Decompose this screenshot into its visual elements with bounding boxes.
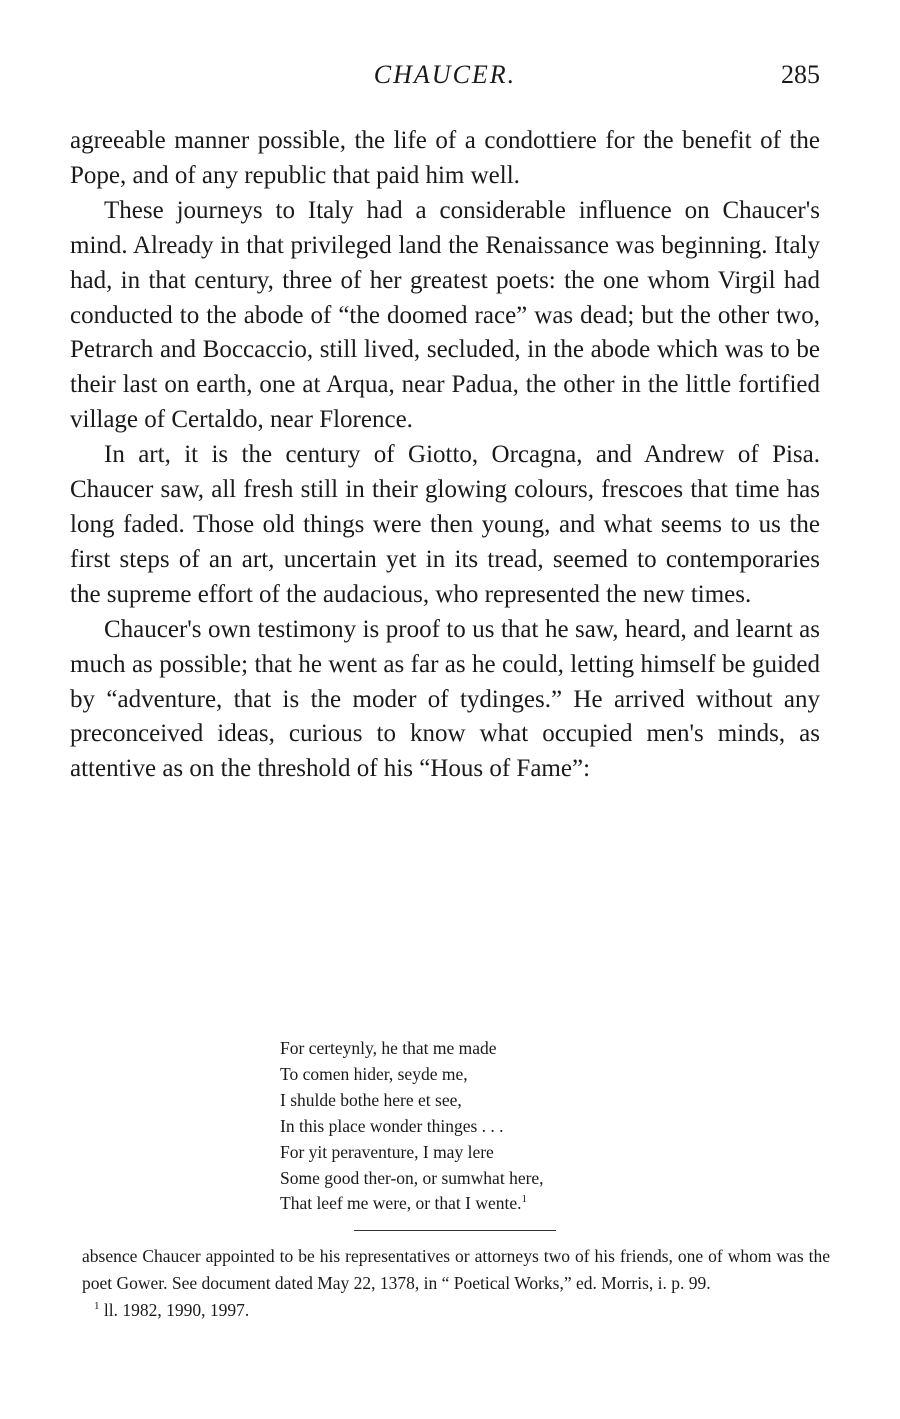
footnotes: [82, 1243, 830, 1324]
paragraph-italy-journeys: These journeys to Italy had a considerable influence on Chaucer's mind. Already in that privileged land the Renaissance was beginning. Italy had, in that century, three of her greatest poets: the one whom Virgil had conducted to the abode of “the doomed race” was dead; but the other two, Petrarch and Boccaccio, still lived, secluded, in the abode which was to be their last on earth, one at Arqua, near Padua, the other in the little fortified village of Certaldo, near Florence.: [70, 196, 820, 434]
footnote-marker: 1: [94, 1300, 100, 1312]
body-text: [70, 124, 820, 787]
poem-line: I shulde bothe here et see,: [280, 1089, 462, 1110]
poem-line-last: [280, 1191, 740, 1217]
paragraph-continued: agreeable manner possible, the life of a condottiere for the benefit of the Pope, and of any republic that paid him well.: [70, 127, 820, 189]
poem-line: For yit peraventure, I may lere: [280, 1141, 494, 1162]
poem-quotation: [280, 1036, 740, 1217]
footnote-1: [82, 1297, 830, 1324]
footnote-divider: [354, 1230, 556, 1231]
footnote-reference: 1: [521, 1193, 527, 1206]
poem-line: In this place wonder thinges . . .: [280, 1115, 504, 1136]
poem-line-text: That leef me were, or that I wente.: [280, 1193, 522, 1214]
running-title: CHAUCER.: [373, 60, 517, 89]
paragraph-chaucer-testimony: Chaucer's own testimony is proof to us that he saw, heard, and learnt as much as possible; that he went as far as he could, letting himself be guided by “adventure, that is the moder of tydinges.” He arrived without any preconceived ideas, curious to know what occupied men's minds, as attentive as on the threshold of his “Hous of Fame”:: [70, 615, 820, 783]
footnote-continued: absence Chaucer appointed to be his representatives or attorneys two of his friends, one of whom was the poet Gower. See document dated May 22, 1378, in “ Poetical Works,” ed. Morris, i. p. 99.: [82, 1246, 830, 1293]
running-head: [70, 60, 820, 100]
paragraph-art-century: In art, it is the century of Giotto, Orcagna, and Andrew of Pisa. Chaucer saw, all fresh still in their glowing colours, frescoes that time has long faded. Those old things were then young, and what seems to us the first steps of an art, uncertain yet in its tread, seemed to contemporaries the supreme effort of the audacious, who represented the new times.: [70, 441, 820, 608]
poem-line: Some good ther-on, or sumwhat here,: [280, 1167, 544, 1188]
footnote-text: ll. 1982, 1990, 1997.: [103, 1300, 250, 1320]
poem-line: For certeynly, he that me made: [280, 1038, 497, 1058]
poem-line: To comen hider, seyde me,: [280, 1063, 468, 1084]
page-number: 285: [781, 60, 820, 89]
